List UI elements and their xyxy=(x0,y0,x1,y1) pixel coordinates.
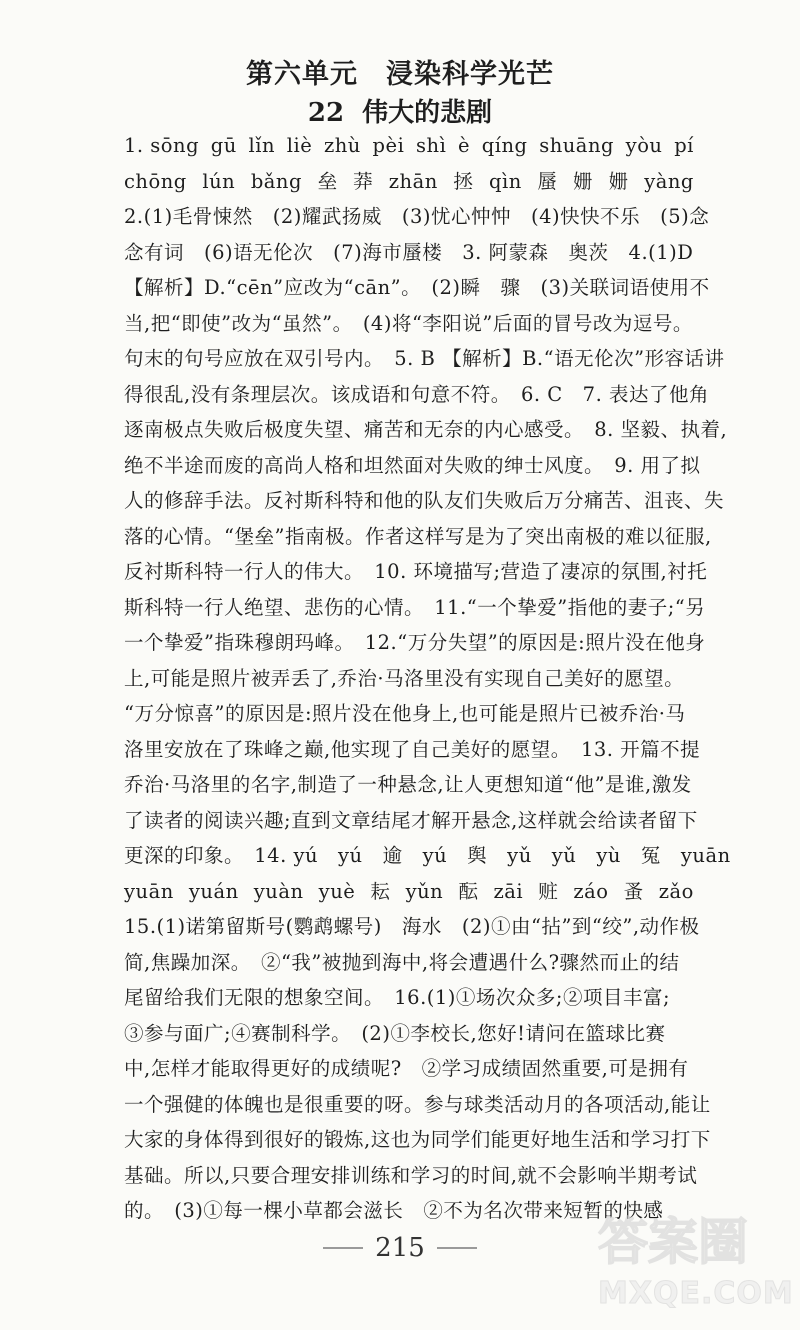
text-line: 中,怎样才能取得更好的成绩呢? ②学习成绩固然重要,可是拥有 xyxy=(124,1057,689,1080)
pinyin-token: 莽 xyxy=(353,169,374,193)
pinyin-token: shuāng xyxy=(539,134,614,157)
pinyin-token: yòu xyxy=(625,134,663,157)
pinyin-token: yuān xyxy=(124,879,174,903)
text-line: 逐南极点失败后极度失望、痛苦和无奈的内心感受。 8. 坚毅、执着, xyxy=(124,418,728,441)
lesson-title-text: 伟大的悲剧 xyxy=(362,98,493,128)
footer-dash-left xyxy=(323,1247,363,1249)
pinyin-token: 蜃 xyxy=(537,169,558,193)
pinyin-token: yuàn xyxy=(253,879,304,903)
text-line: 绝不半途而废的高尚人格和坦然面对失败的绅士风度。 9. 用了拟 xyxy=(124,453,701,477)
pinyin-token: 1. sōng xyxy=(124,134,200,157)
page-number: 215 xyxy=(375,1233,425,1263)
text-line: 一个挚爱”指珠穆朗玛峰。 12.“万分失望”的原因是:照片没在他身 xyxy=(124,631,706,654)
text-line: 2.(1)毛骨悚然 (2)耀武扬威 (3)忧心忡忡 (4)快快不乐 (5)念 xyxy=(124,205,710,228)
pinyin-token: zāi xyxy=(493,879,524,903)
text-line: 念有词 (6)语无伦次 (7)海市蜃楼 3. 阿蒙森 奥茨 4.(1)D xyxy=(124,240,694,264)
pinyin-token: qìn xyxy=(489,169,522,193)
pinyin-token: qíng xyxy=(481,134,528,157)
pinyin-token: záo xyxy=(573,879,609,903)
text-line: 【解析】D.“cēn”应改为“cān”。 (2)瞬 骤 (3)关联词语使用不 xyxy=(124,276,710,299)
answer-text xyxy=(124,128,731,1229)
pinyin-token: lǐn xyxy=(248,134,276,157)
text-line: 洛里安放在了珠峰之巅,他实现了自己美好的愿望。 13. 开篇不提 xyxy=(124,737,701,761)
pinyin-token: è xyxy=(458,134,471,157)
text-line: 了读者的阅读兴趣;直到文章结尾才解开悬念,这样就会给读者留下 xyxy=(124,808,698,832)
text-line: “万分惊喜”的原因是:照片没在他身上,也可能是照片已被乔治·马 xyxy=(124,702,686,725)
pinyin-token: yuè xyxy=(318,879,356,903)
text-line: 斯科特一行人绝望、悲伤的心情。 11.“一个挚爱”指他的妻子;“另 xyxy=(124,595,706,619)
text-line: 大家的身体得到很好的锻炼,这也为同学们能更好地生活和学习打下 xyxy=(124,1128,711,1151)
pinyin-token: zǎo xyxy=(658,879,694,903)
text-line: 基础。所以,只要合理安排训练和学习的时间,就不会影响半期考试 xyxy=(124,1163,698,1187)
pinyin-token: 蚤 xyxy=(623,879,644,903)
pinyin-token: yuán xyxy=(188,879,239,903)
pinyin-token: pèi xyxy=(372,134,405,157)
text-line: 更深的印象。 14. yú yú 逾 yú 舆 yǔ yǔ yù 冤 yuān xyxy=(124,844,731,867)
watermark-url: MXQE.COM xyxy=(598,1276,794,1311)
text-line: 人的修辞手法。反衬斯科特和他的队友们失败后万分痛苦、沮丧、失 xyxy=(124,489,725,512)
text-line xyxy=(124,874,694,910)
pinyin-token: liè xyxy=(286,134,313,157)
pinyin-token: 姗 xyxy=(608,169,629,193)
pinyin-token: yàng xyxy=(644,169,694,193)
pinyin-token: zhù xyxy=(323,134,361,157)
pinyin-token: 耘 xyxy=(370,879,391,903)
footer-dash-right xyxy=(437,1247,477,1249)
text-line: 尾留给我们无限的想象空间。 16.(1)①场次众多;②项目丰富; xyxy=(124,986,671,1009)
text-line: 反衬斯科特一行人的伟大。 10. 环境描写;营造了凄凉的氛围,衬托 xyxy=(124,560,708,583)
lesson-title xyxy=(0,92,800,129)
text-line: ③参与面广;④赛制科学。 (2)①李校长,您好!请问在篮球比赛 xyxy=(124,1021,666,1045)
text-line: 句末的句号应放在双引号内。 5. B 【解析】B.“语无伦次”形容话讲 xyxy=(124,347,725,370)
pinyin-token: 拯 xyxy=(453,169,474,193)
text-line: 得很乱,没有条理层次。该成语和句意不符。 6. C 7. 表达了他角 xyxy=(124,382,709,406)
pinyin-token: pí xyxy=(674,134,694,157)
text-line: 当,把“即使”改为“虽然”。 (4)将“李阳说”后面的冒号改为逗号。 xyxy=(124,311,693,335)
pinyin-token: 酝 xyxy=(458,879,479,903)
pinyin-token: 赃 xyxy=(538,879,559,903)
unit-title: 第六单元 浸染科学光芒 xyxy=(246,59,554,90)
lesson-number: 22 xyxy=(307,98,345,128)
text-line xyxy=(124,128,694,164)
watermark-title: 答案圈 xyxy=(598,1213,748,1271)
pinyin-token: chōng xyxy=(124,169,187,193)
pinyin-token: yǔn xyxy=(405,879,444,903)
watermark-logo xyxy=(598,1212,794,1324)
text-line: 15.(1)诺第留斯号(鹦鹉螺号) 海水 (2)①由“拈”到“绞”,动作极 xyxy=(124,915,700,938)
pinyin-token: zhān xyxy=(388,169,438,193)
pinyin-token: lún xyxy=(202,169,236,193)
pinyin-token: 垒 xyxy=(317,169,338,193)
pinyin-token: bǎng xyxy=(250,169,302,193)
pinyin-token: 姗 xyxy=(573,169,594,193)
pinyin-token: gū xyxy=(210,134,237,157)
text-line: 一个强健的体魄也是很重要的呀。参与球类活动月的各项活动,能让 xyxy=(124,1092,711,1116)
pinyin-token: shì xyxy=(416,134,447,157)
text-line xyxy=(124,164,694,200)
text-line: 落的心情。“堡垒”指南极。作者这样写是为了突出南极的难以征服, xyxy=(124,524,712,548)
text-line: 乔治·马洛里的名字,制造了一种悬念,让人更想知道“他”是谁,激发 xyxy=(124,773,692,796)
text-line: 上,可能是照片被弄丢了,乔治·马洛里没有实现自己美好的愿望。 xyxy=(124,666,685,690)
text-line: 的。 (3)①每一棵小草都会滋长 ②不为名次带来短暂的快感 xyxy=(124,1199,664,1222)
text-line: 简,焦躁加深。 ②“我”被抛到海中,将会遭遇什么?骤然而止的结 xyxy=(124,950,680,974)
